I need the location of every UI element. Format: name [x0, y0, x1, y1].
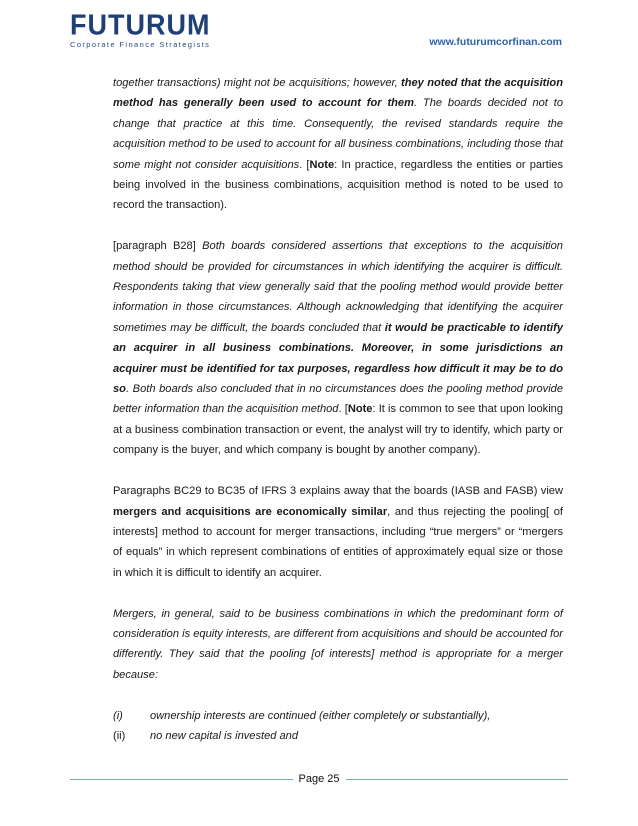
text-run: . The boards decided not to change that practice at this time. Consequently, the revised standards require the acquisition method to be used to account for all business combinations, including those that some might not consider acquisitions [113, 97, 563, 171]
text-run: together transactions) might not be acquisitions; however, [113, 77, 402, 89]
page-body [113, 73, 563, 746]
website-link[interactable]: www.futurumcorfinan.com [429, 36, 562, 48]
list-text: ownership interests are continued (either completely or substantially), [150, 709, 491, 722]
paragraph-ref: [paragraph B28] [113, 240, 203, 253]
text-run: Paragraphs BC29 to BC35 of IFRS 3 explains away that the boards (IASB and FASB) view [113, 485, 563, 498]
note-label: Note [347, 403, 373, 416]
list-item [113, 706, 563, 726]
company-logo [70, 9, 250, 49]
text-run: . [ [299, 158, 310, 171]
footer-rule-right [346, 779, 569, 780]
logo-wordmark: FUTURUM [70, 9, 211, 41]
text-run: Both boards considered assertions that exceptions to the acquisition method should be provided for circumstances in which identifying the acquirer is difficult. Respondents taking that view generally said that the pooling method would provide better information in those circumstances. Although acknowledging that identifying the acquirer sometimes may be difficult, the boards concluded that [113, 240, 563, 334]
emphasis-run: mergers and acquisitions are economically similar [113, 505, 388, 518]
list-text: no new capital is invested and [150, 729, 299, 742]
paragraph-3 [113, 481, 563, 583]
list-number: (i) [113, 709, 123, 722]
paragraph-1 [113, 73, 563, 216]
page-footer [70, 773, 568, 785]
logo-tagline: Corporate Finance Strategists [70, 40, 211, 49]
text-run: : It is common to see that upon looking at a business combination transaction or event, the analyst will try to identify, which party or company is the buyer, and which company is bought by another company). [113, 403, 564, 457]
page-number: Page 25 [298, 773, 340, 785]
emphasis-run: it would be practicable to identify an acquirer in all business combinations. Moreover, in some jurisdictions an acquirer must be identified for tax purposes, regardless how difficult it may be to do so [113, 321, 563, 396]
text-run: . Both boards also concluded that in no circumstances does the pooling method provide better information than the acquisition method [113, 383, 563, 416]
text-run: : In practice, regardless the entities or parties being involved in the business combinations, acquisition method is noted to be used to record the transaction). [113, 158, 564, 212]
text-run: , and thus rejecting the pooling[ of interests] method to account for merger transactions, including “true mergers” or “mergers of equals” in which represent combinations of entities of approximately equal size or those in which it is difficult to identify an acquirer. [113, 505, 563, 579]
note-label: Note [309, 158, 335, 171]
text-run: . [ [338, 403, 348, 416]
paragraph-2 [113, 236, 563, 460]
list-item [113, 726, 563, 746]
paragraph-4: Mergers, in general, said to be business combinations in which the predominant form of consideration is equity interests, are different from acquisitions and should be accounted for differently. They said that the pooling [of interests] method is appropriate for a merger because: [113, 607, 563, 681]
emphasis-run: they noted that the acquisition method has generally been used to account for them [113, 77, 563, 110]
list-number: (ii) [113, 729, 126, 742]
footer-rule-left [70, 779, 293, 780]
